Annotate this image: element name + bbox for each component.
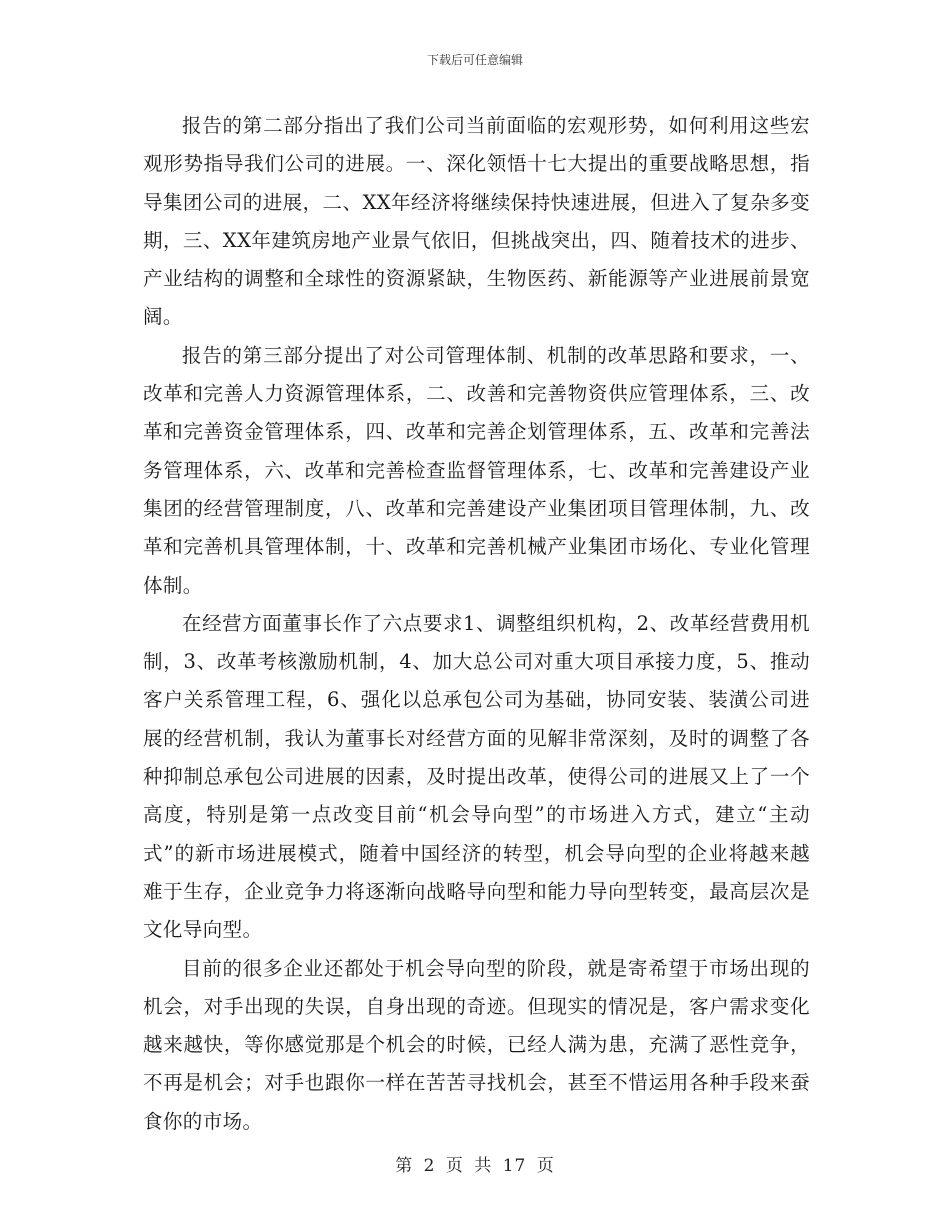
current-page-number: 2	[423, 1156, 436, 1176]
paragraph-macro-situation: 报告的第二部分指出了我们公司当前面临的宏观形势，如何利用这些宏观形势指导我们公司的进展。一、深化领悟十七大提出的重要战略思想，指导集团公司的进展，二、XX年经济将继续保持快速进展，但进入了复杂多变期，三、XX年建筑房地产业景气依旧，但挑战突出，四、随着技术的进步、产业结构的调整和全球性的资源紧缺，生物医药、新能源等产业进展前景宽阔。	[143, 114, 810, 329]
paragraph-operation-requirements: 在经营方面董事长作了六点要求1、调整组织机构，2、改革经营费用机制，3、改革考核激励机制，4、加大总公司对重大项目承接力度，5、推动客户关系管理工程，6、强化以总承包公司为基础，协同安装、装潢公司进展的经营机制，我认为董事长对经营方面的见解非常深刻，及时的调整了各种抑制总承包公司进展的因素，及时提出改革，使得公司的进展又上了一个高度，特别是第一点改变目前“机会导向型”的市场进入方式，建立“主动式”的新市场进展模式，随着中国经济的转型，机会导向型的企业将越来越难于生存，企业竞争力将逐渐向战略导向型和能力导向型转变，最高层次是文化导向型。	[143, 611, 810, 942]
paragraph-opportunity-oriented: 目前的很多企业还都处于机会导向型的阶段，就是寄希望于市场出现的机会，对手出现的失误，自身出现的奇迹。但现实的情况是，客户需求变化越来越快，等你感觉那是个机会的时候，已经人满为患，充满了恶性竞争，不再是机会；对手也跟你一样在苦苦寻找机会，甚至不惜运用各种手段来蚕食你的市场。	[143, 956, 810, 1133]
document-body	[143, 107, 810, 1141]
page-label-prefix: 第	[395, 1156, 414, 1176]
page-label-suffix: 页	[536, 1156, 555, 1176]
page-number-footer	[0, 1155, 950, 1177]
total-pages-number: 17	[502, 1156, 527, 1176]
header-note: 下载后可任意编辑	[426, 53, 523, 67]
paragraph-management-reform: 报告的第三部分提出了对公司管理体制、机制的改革思路和要求，一、改革和完善人力资源管理体系，二、改善和完善物资供应管理体系，三、改革和完善资金管理体系，四、改革和完善企划管理体系，五、改革和完善法务管理体系，六、改革和完善检查监督管理体系，七、改革和完善建设产业集团的经营管理制度，八、改革和完善建设产业集团项目管理体制，九、改革和完善机具管理体制，十、改革和完善机械产业集团市场化、专业化管理体制。	[143, 343, 810, 597]
page-label-mid: 页 共	[445, 1156, 493, 1176]
